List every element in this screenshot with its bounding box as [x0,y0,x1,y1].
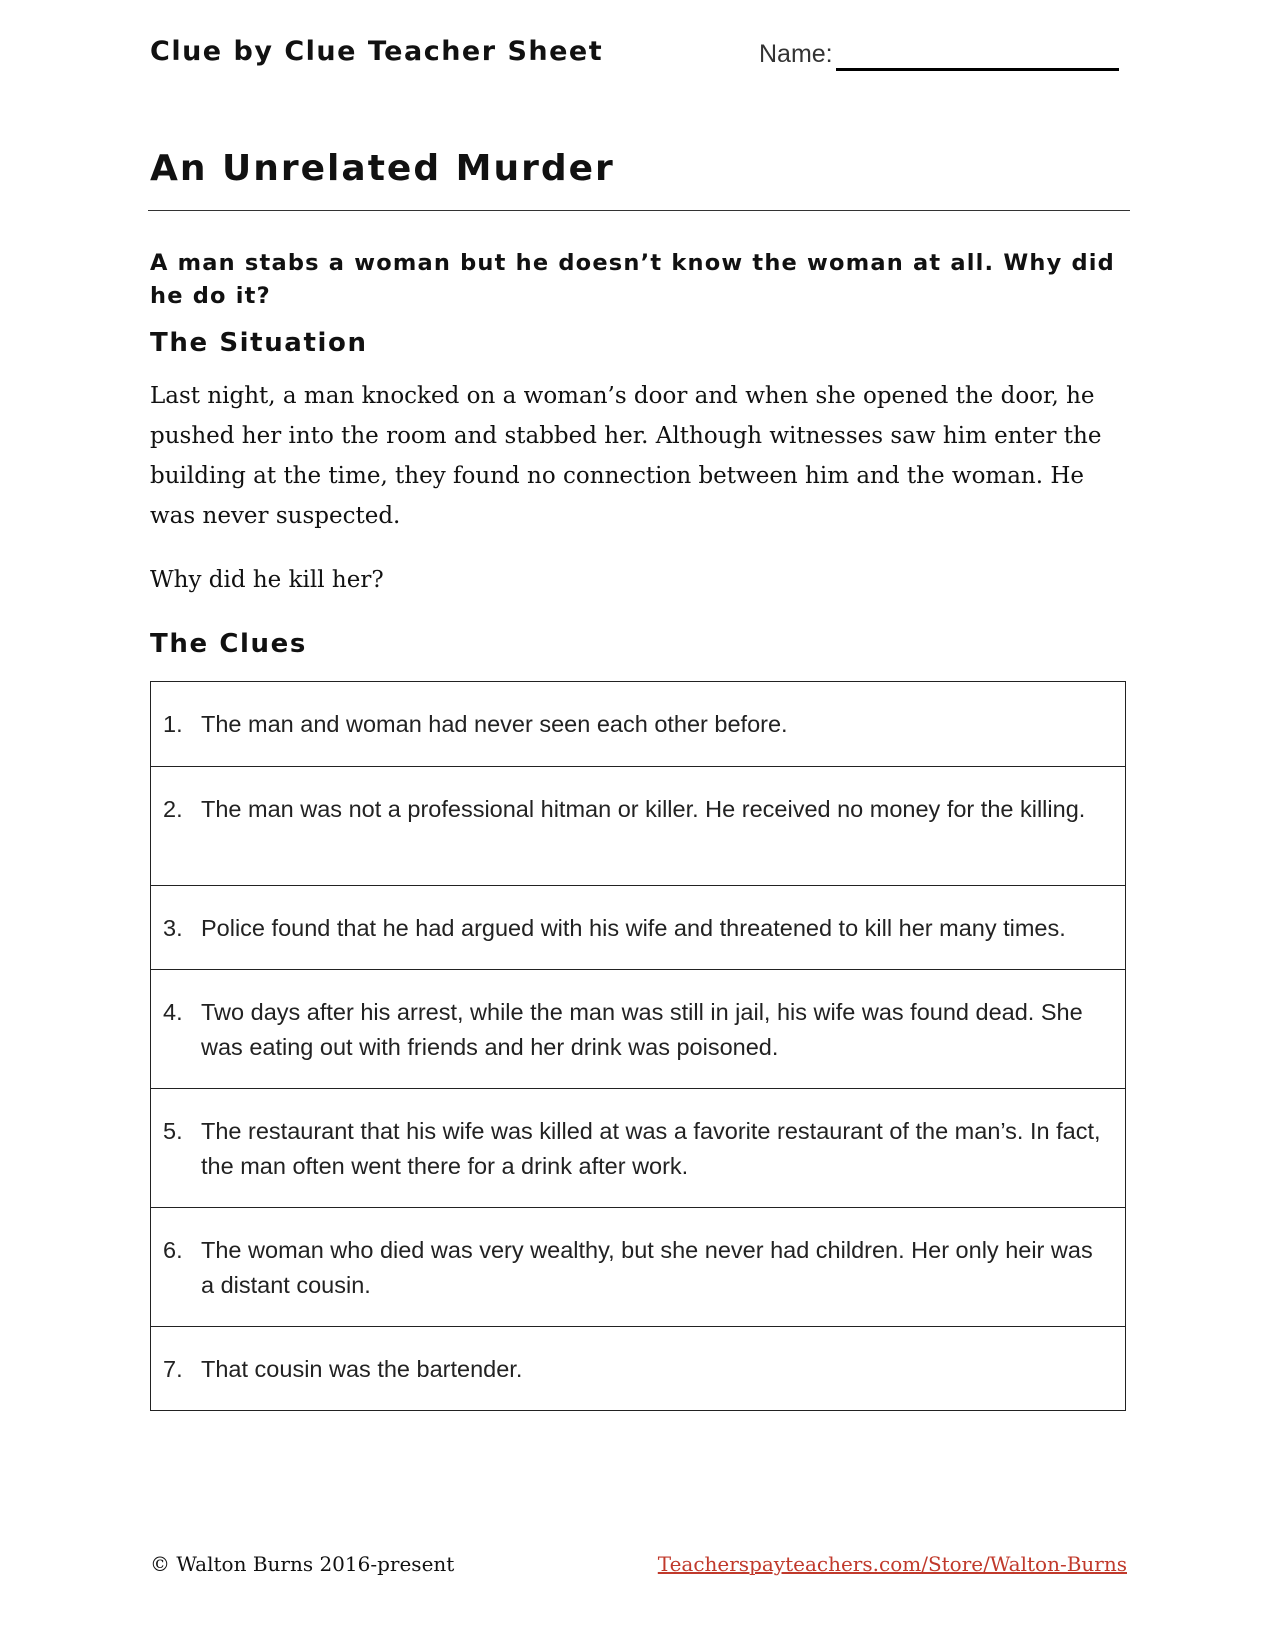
situation-question: Why did he kill her? [150,567,384,593]
header-title: Clue by Clue Teacher Sheet [150,36,604,67]
name-field[interactable] [836,68,1119,71]
situation-text: Last night, a man knocked on a woman’s door and when she opened the door, he pushed her into the room and stabbed her. Although witnesses saw him enter the building at the time, they found no connection between him and the woman. He was never suspected. [150,383,1102,529]
clue-text: That cousin was the bartender. [201,1356,523,1382]
clue-row [151,682,1125,766]
clue-row [151,1326,1125,1410]
clues-heading: The Clues [150,629,307,659]
clue-number: 5. [163,1118,183,1144]
clue-row [151,969,1125,1088]
store-link[interactable]: Teacherspayteachers.com/Store/Walton-Burns [657,1552,1127,1576]
clue-row [151,1088,1125,1207]
title-divider [148,210,1130,211]
clue-row [151,1207,1125,1326]
clue-text: The man was not a professional hitman or killer. He received no money for the killing. [201,796,1086,822]
puzzle-question: A man stabs a woman but he doesn’t know the woman at all. Why did he do it? [150,250,1115,309]
page-title: An Unrelated Murder [150,148,615,189]
clue-number: 7. [163,1356,183,1382]
name-label: Name: [759,40,833,68]
clue-text: Two days after his arrest, while the man was still in jail, his wife was found dead. She was eating out with friends and her drink was poisoned. [201,999,1083,1060]
clue-text: Police found that he had argued with his wife and threatened to kill her many times. [201,915,1066,941]
clue-row [151,766,1125,885]
clue-row [151,885,1125,969]
situation-heading: The Situation [150,328,368,358]
clues-table [150,681,1126,1411]
clue-text: The woman who died was very wealthy, but she never had children. Her only heir was a distant cousin. [201,1237,1093,1298]
clue-text: The man and woman had never seen each other before. [201,711,788,737]
clue-number: 6. [163,1237,183,1263]
clue-number: 3. [163,915,183,941]
clue-number: 1. [163,711,183,737]
footer-copyright: © Walton Burns 2016-present [150,1552,455,1576]
clue-number: 4. [163,999,183,1025]
clue-text: The restaurant that his wife was killed at was a favorite restaurant of the man’s. In fact, the man often went there for a drink after work. [201,1118,1101,1179]
clue-number: 2. [163,796,183,822]
